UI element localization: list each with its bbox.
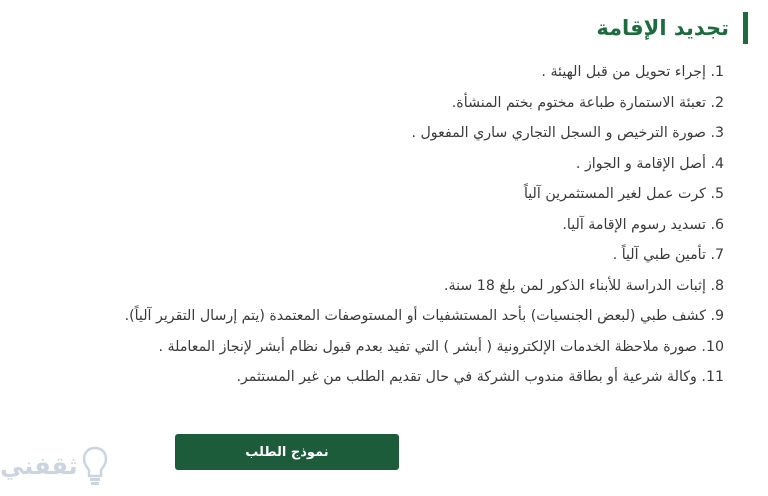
watermark-text: ثقفني bbox=[0, 452, 78, 480]
watermark-logo bbox=[0, 446, 108, 486]
list-item: 8. إثبات الدراسة للأبناء الذكور لمن بلغ 18 سنة. bbox=[444, 277, 724, 294]
lightbulb-icon bbox=[82, 446, 108, 486]
list-item: 7. تأمين طبي آلياً . bbox=[612, 247, 724, 263]
list-item: 2. تعبئة الاستمارة طباعة مختوم بختم المنشأة. bbox=[451, 94, 724, 111]
heading-accent-bar bbox=[743, 12, 748, 44]
application-form-button[interactable]: نموذج الطلب bbox=[175, 434, 399, 470]
list-item: 3. صورة الترخيص و السجل التجاري ساري المفعول . bbox=[411, 125, 724, 141]
list-item: 9. كشف طبي (لبعض الجنسيات) بأحد المستشفيات أو المستوصفات المعتمدة (يتم إرسال التقرير آلياً). bbox=[124, 308, 724, 324]
list-item: 4. أصل الإقامة و الجواز . bbox=[575, 155, 724, 172]
list-item: 5. كرت عمل لغير المستثمرين آلياً bbox=[523, 186, 724, 202]
list-item: 1. إجراء تحويل من قبل الهيئة . bbox=[541, 64, 724, 80]
list-item: 10. صورة ملاحظة الخدمات الإلكترونية ( أبشر ) التي تفيد بعدم قبول نظام أبشر لإنجاز المعاملة . bbox=[158, 338, 724, 355]
list-item: 6. تسديد رسوم الإقامة آليا. bbox=[562, 216, 724, 233]
requirements-list bbox=[44, 57, 724, 393]
section-heading bbox=[596, 12, 748, 44]
page-title: تجديد الإقامة bbox=[596, 16, 729, 40]
list-item: 11. وكالة شرعية أو بطاقة مندوب الشركة في حال تقديم الطلب من غير المستثمر. bbox=[236, 369, 724, 385]
